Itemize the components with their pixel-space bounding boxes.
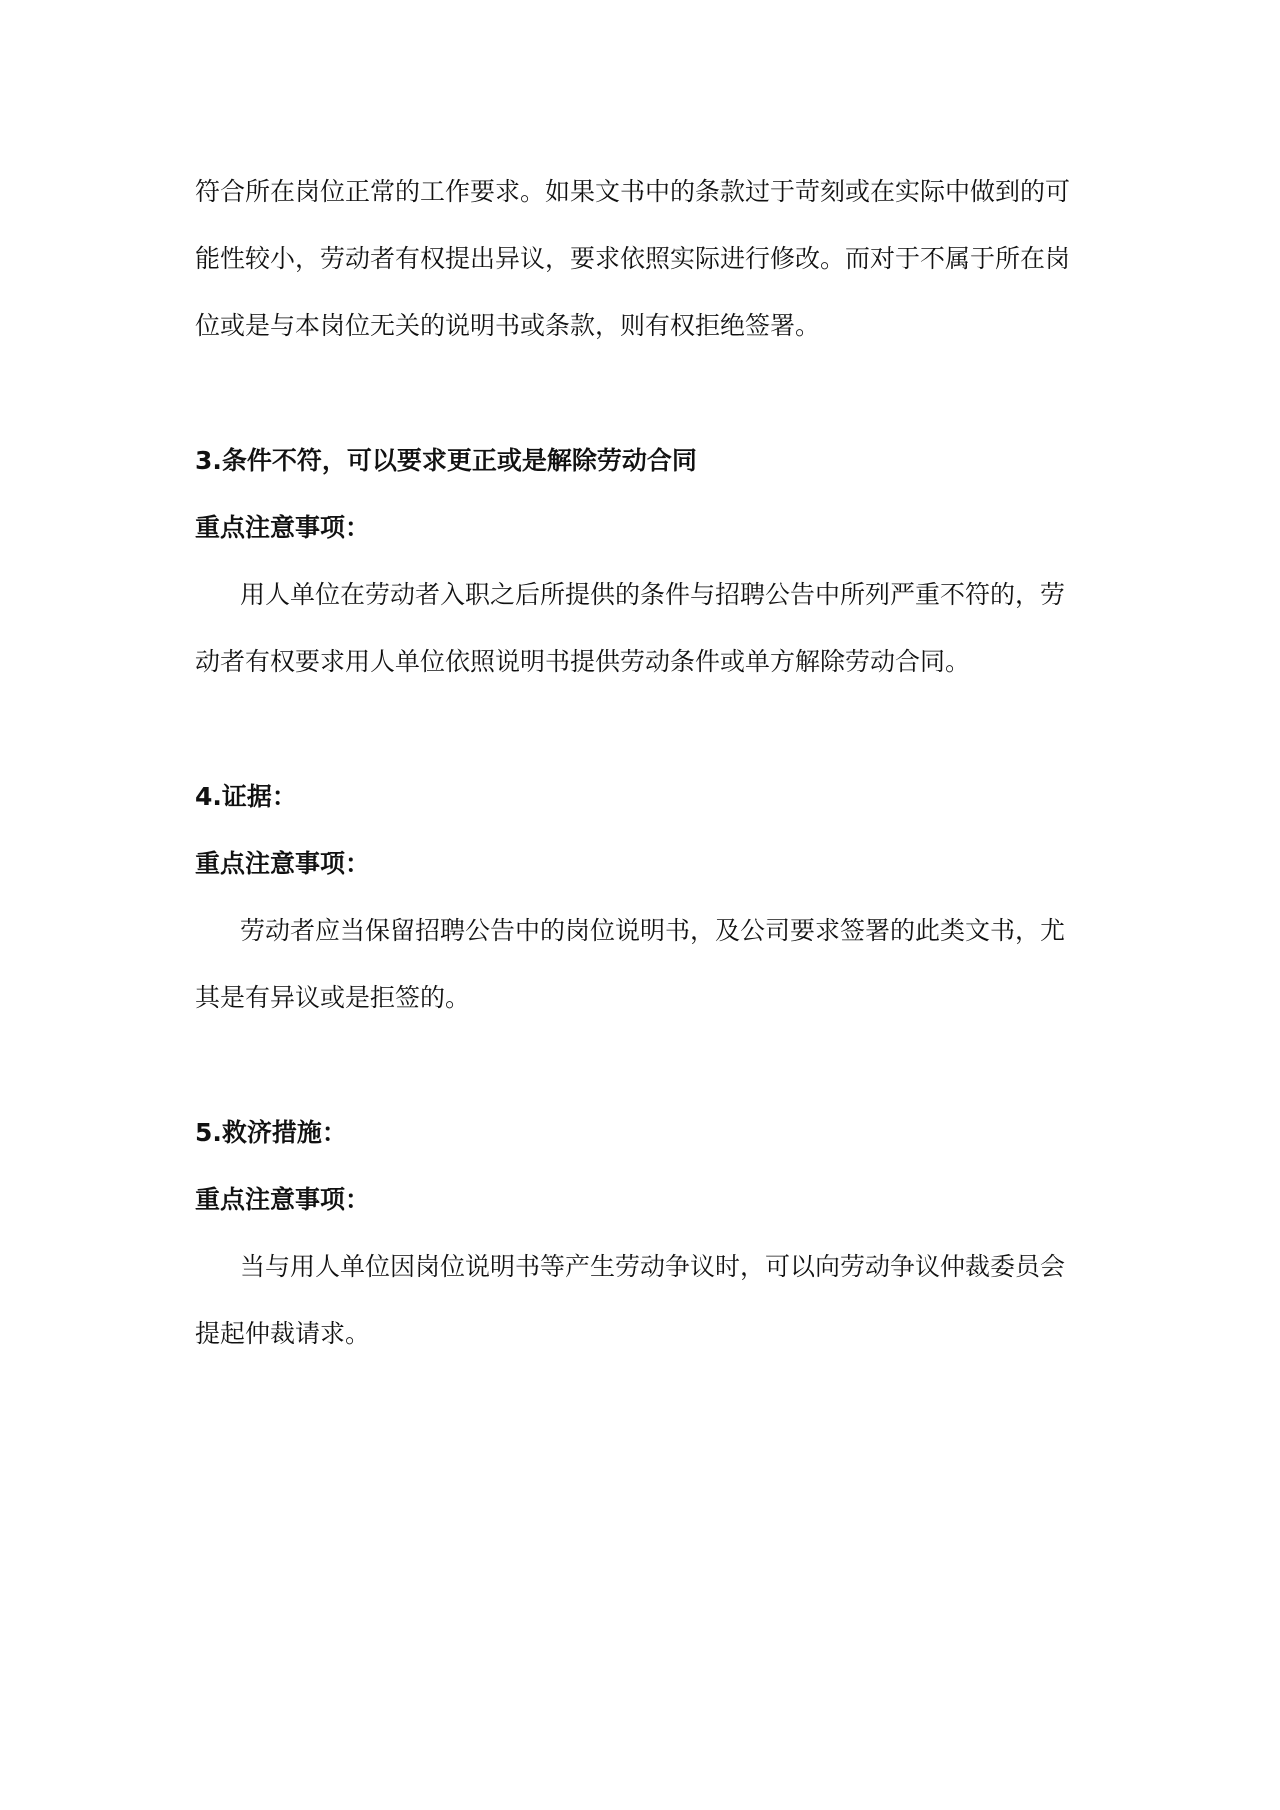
paragraph-line: 其是有异议或是拒签的。 (195, 983, 471, 1012)
paragraph-line: 提起仲裁请求。 (195, 1319, 371, 1348)
paragraph-line: 用人单位在劳动者入职之后所提供的条件与招聘公告中所列严重不符的，劳 (240, 580, 1066, 609)
section-heading: 5.救济措施： (195, 1118, 347, 1147)
paragraph-line: 能性较小，劳动者有权提出异议，要求依照实际进行修改。而对于不属于所在岗 (195, 244, 1071, 273)
paragraph-line: 当与用人单位因岗位说明书等产生劳动争议时，可以向劳动争议仲裁委员会 (240, 1252, 1066, 1281)
section-subheading: 重点注意事项： (195, 849, 371, 878)
section-subheading: 重点注意事项： (195, 1185, 371, 1214)
section-heading: 4.证据： (195, 782, 297, 811)
section-heading: 3.条件不符，可以要求更正或是解除劳动合同 (195, 446, 697, 475)
paragraph-line: 位或是与本岗位无关的说明书或条款，则有权拒绝签署。 (195, 311, 821, 340)
paragraph-line: 劳动者应当保留招聘公告中的岗位说明书，及公司要求签署的此类文书，尤 (240, 916, 1066, 945)
paragraph-line: 动者有权要求用人单位依照说明书提供劳动条件或单方解除劳动合同。 (195, 647, 971, 676)
paragraph-line: 符合所在岗位正常的工作要求。如果文书中的条款过于苛刻或在实际中做到的可 (195, 177, 1071, 206)
section-subheading: 重点注意事项： (195, 513, 371, 542)
